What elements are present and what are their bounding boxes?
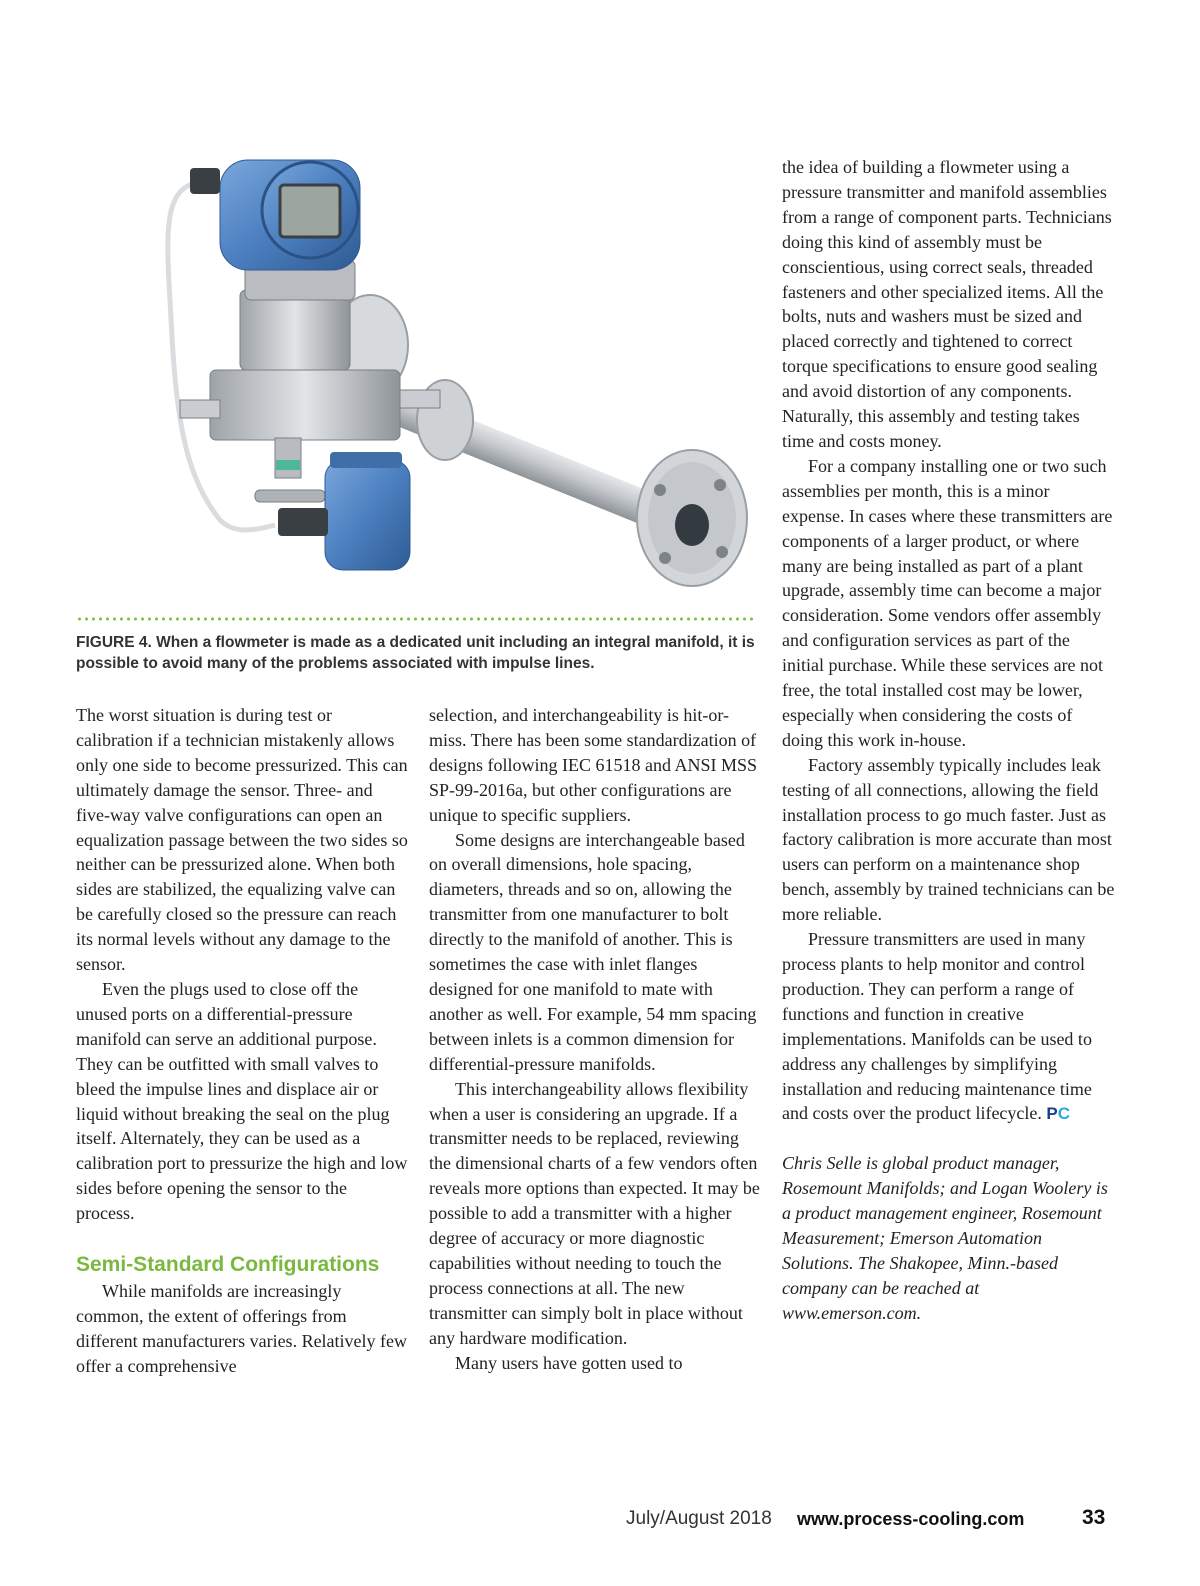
paragraph: While manifolds are increasingly common, the extent of offerings from different manufacturers varies. Relatively few offer a comprehensive [76, 1281, 408, 1376]
paragraph: Many users have gotten used to [455, 1352, 683, 1373]
section-heading: Semi-Standard Configurations [76, 1253, 380, 1277]
paragraph [782, 927, 1116, 1127]
figure-caption: FIGURE 4. When a flowmeter is made as a dedicated unit including an integral manifold, it is possible to avoid many of the problems associated with impulse lines. [76, 634, 755, 672]
paragraph: Even the plugs used to close off the unused ports on a differential-pressure manifold can serve an additional purpose. They can be outfitted with small valves to bleed the impulse lines and displace air or liquid without breaking the seal on the plug itself. Alternately, they can be used as a calibration port to pressurize the high and low sides before opening the sensor to the process. [76, 978, 408, 1224]
author-bio: Chris Selle is global product manager, Rosemount Manifolds; and Logan Woolery is a product management engineer, Rosemount Measurement; Emerson Automation Solutions. The Shakopee, Minn.-based company can be reached at www.emerson.com. [782, 1153, 1108, 1323]
paragraph-text: Pressure transmitters are used in many process plants to help monitor and control production. They can perform a range of functions and function in creative implementations. Manifolds can be used to address any challenges by simplifying installation and reducing maintenance time and costs over the product lifecycle. [782, 929, 1092, 1124]
paragraph: This interchangeability allows flexibility when a user is considering an upgrade. If a transmitter needs to be replaced, reviewing the dimensional charts of a few vendors often reveals more options than expected. It may be possible to add a transmitter with a higher degree of accuracy or more diagnostic capabilities without needing to touch the process connections at all. The new transmitter can simply bolt in place without any hardware modification. [429, 1078, 760, 1348]
website-link[interactable]: www.process-cooling.com [797, 1509, 1025, 1529]
far-flange [637, 450, 747, 586]
paragraph: the idea of building a flowmeter using a pressure transmitter and manifold assemblies from a range of component parts. Technicians doing this kind of assembly must be conscientious, using correct seals, threaded fasteners and other specialized items. All the bolts, nuts and washers must be sized and placed correctly and tightened to correct torque specifications to ensure good sealing and avoid distortion of any components. Naturally, this assembly and testing takes time and costs money. [782, 157, 1112, 451]
column-3 [782, 155, 1116, 1326]
paragraph: The worst situation is during test or calibration if a technician mistakenly allows only one side to become pressurized. This can ultimately damage the sensor. Three- and five-way valve configurations can open an equalization passage between the two sides so neither can be pressurized alone. When both sides are stabilized, the equalizing valve can be carefully closed so the pressure can reach its normal levels without any damage to the sensor. [76, 705, 408, 975]
paragraph: Factory assembly typically includes leak testing of all connections, allowing the field installation process to go much faster. Just as factory calibration is more accurate than most users can perform on a maintenance shop bench, assembly by trained technicians can be more reliable. [782, 754, 1115, 925]
transmitter [190, 160, 360, 300]
figure-4-image [70, 140, 760, 610]
page-footer [0, 1506, 1200, 1534]
paragraph: Some designs are interchangeable based on overall dimensions, hole spacing, diameters, threads and so on, allowing the transmitter from one manufacturer to bolt directly to the manifold of another. This is sometimes the case with inlet flanges designed for one manifold to mate with another as well. For example, 54 mm spacing between inlets is a common dimension for differential-pressure manifolds. [429, 829, 757, 1074]
caption-divider [76, 617, 756, 621]
column-1 [76, 703, 408, 1379]
page-number: 33 [1082, 1506, 1106, 1529]
issue-date: July/August 2018 [626, 1508, 772, 1529]
column-2 [429, 703, 761, 1375]
paragraph: selection, and interchangeability is hit-or-miss. There has been some standardization of designs following IEC 61518 and ANSI MSS SP-99-2016a, but other configurations are unique to specific suppliers. [429, 705, 758, 825]
paragraph: For a company installing one or two such assemblies per month, this is a minor expense. In cases where these transmitters are components of a larger product, or where many are being installed as part of a plant upgrade, assembly time can become a major consideration. Some vendors offer assembly and configuration services as part of the initial purchase. While these services are not free, the total installed cost may be lower, especially when considering the costs of doing this work in-house. [782, 455, 1113, 750]
end-mark-logo: PC [1046, 1104, 1071, 1124]
